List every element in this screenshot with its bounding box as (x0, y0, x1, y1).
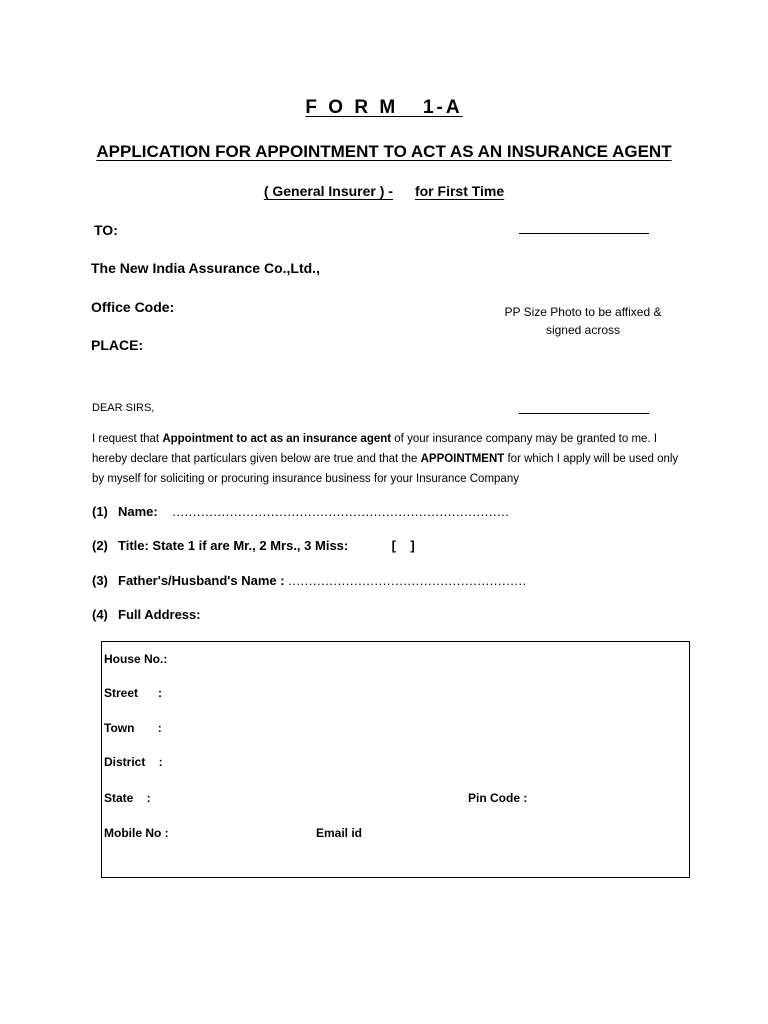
item-title (92, 538, 415, 553)
district-field[interactable]: District : (104, 755, 163, 769)
state-field[interactable]: State : (104, 791, 151, 805)
place-label: PLACE: (91, 337, 144, 353)
photo-signature-line (519, 413, 649, 414)
street-field[interactable]: Street : (104, 686, 163, 700)
name-label: Name: (118, 504, 158, 519)
father-name-label: Father's/Husband's Name : (118, 573, 285, 588)
item-father-name (92, 573, 527, 588)
full-address-label: Full Address: (118, 607, 201, 622)
title-label: Title: State 1 if are Mr., 2 Mrs., 3 Miss: (118, 538, 349, 553)
name-fill-line[interactable]: .................................................................................. (172, 504, 510, 519)
request-text-bold-1: Appointment to act as an insurance agent (162, 433, 392, 445)
company-name: The New India Assurance Co.,Ltd., (91, 260, 320, 276)
father-name-fill-line[interactable]: .......................................................... (288, 573, 527, 588)
subheading-insurer-type: ( General Insurer ) - (263, 183, 393, 199)
town-field[interactable]: Town : (104, 721, 162, 735)
item-number-2: (2) (92, 538, 108, 553)
photo-top-line (519, 233, 649, 234)
mobile-no-field[interactable]: Mobile No : (104, 826, 169, 840)
form-title: F O R M 1-A (305, 97, 463, 118)
request-paragraph (92, 429, 682, 489)
photo-placeholder-note: PP Size Photo to be affixed & signed across (504, 305, 662, 337)
house-no-field[interactable]: House No.: (104, 652, 168, 666)
to-label: TO: (94, 222, 118, 238)
title-choice-box[interactable]: [ ] (391, 538, 415, 553)
item-name (92, 504, 509, 519)
item-number-1: (1) (92, 504, 108, 519)
item-number-4: (4) (92, 607, 108, 622)
item-full-address (92, 607, 201, 622)
office-code-label: Office Code: (91, 299, 175, 315)
subheading-first-time: for First Time (414, 183, 505, 199)
request-text-1: I request that (92, 433, 163, 445)
item-number-3: (3) (92, 573, 108, 588)
salutation: DEAR SIRS, (92, 402, 155, 414)
pin-code-field[interactable]: Pin Code : (468, 791, 528, 805)
general-insurer-subheading (0, 183, 768, 199)
email-id-field[interactable]: Email id (316, 826, 363, 840)
request-text-bold-2: APPOINTMENT (420, 453, 505, 465)
address-box (101, 641, 690, 878)
request-text-2: of your insurance company may be granted to me. I hereby declare that particulars given below are true and that the (92, 433, 658, 465)
application-heading: APPLICATION FOR APPOINTMENT TO ACT AS AN INSURANCE AGENT (96, 142, 672, 161)
request-text-3: for which I apply will be used only by myself for soliciting or procuring insurance business for your Insurance Company (92, 453, 679, 485)
